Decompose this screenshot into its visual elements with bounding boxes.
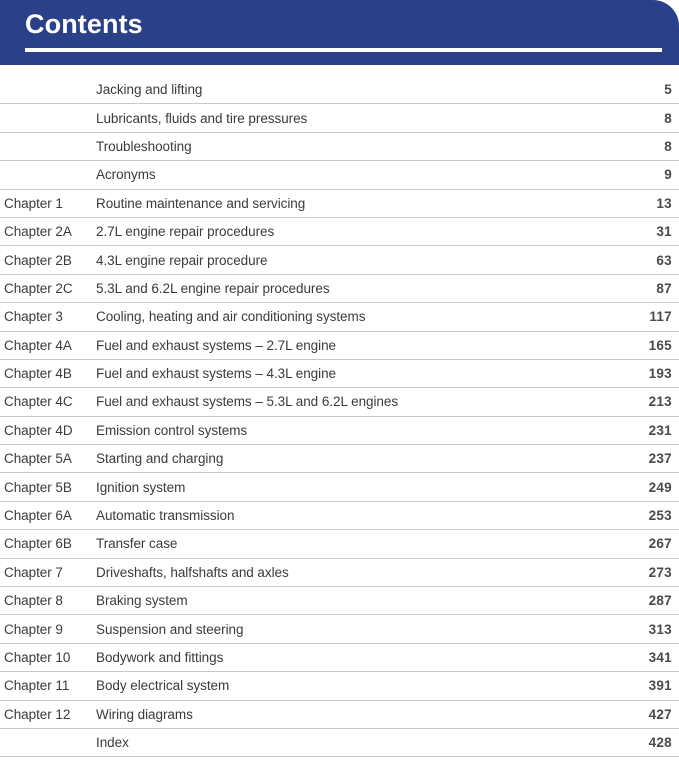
toc-chapter-label: Chapter 4B — [4, 366, 72, 382]
toc-entry-title: Fuel and exhaust systems – 2.7L engine — [96, 337, 336, 353]
toc-chapter-label: Chapter 2C — [4, 280, 73, 296]
toc-page-number: 213 — [648, 394, 672, 410]
toc-entry-title: Starting and charging — [96, 451, 224, 467]
toc-entry-title: Driveshafts, halfshafts and axles — [96, 564, 289, 580]
toc-entry-title: Wiring diagrams — [96, 706, 193, 722]
toc-entry-title: Fuel and exhaust systems – 5.3L and 6.2L engines — [96, 394, 399, 410]
toc-page-number: 231 — [648, 422, 672, 438]
toc-chapter-label: Chapter 7 — [4, 564, 63, 580]
toc-row[interactable] — [0, 672, 679, 700]
table-of-contents — [0, 65, 679, 757]
toc-chapter-label: Chapter 5A — [4, 451, 72, 467]
toc-page-number: 63 — [656, 252, 672, 268]
toc-chapter-label: Chapter 11 — [4, 678, 70, 694]
header-divider-rule — [25, 48, 662, 52]
page-title: Contents — [25, 9, 143, 39]
toc-entry-title: Braking system — [96, 593, 188, 609]
toc-row[interactable] — [0, 388, 679, 416]
toc-entry-title: Ignition system — [96, 479, 186, 495]
toc-page-number: 341 — [648, 650, 672, 665]
toc-entry-title: Acronyms — [96, 167, 156, 183]
toc-page-number: 165 — [648, 337, 672, 353]
toc-page-number: 249 — [648, 479, 672, 495]
toc-entry-title: Transfer case — [96, 536, 178, 552]
toc-chapter-label: Chapter 4C — [4, 394, 73, 410]
toc-row[interactable] — [0, 445, 679, 473]
toc-chapter-label: Chapter 9 — [4, 621, 63, 637]
toc-row[interactable] — [0, 615, 679, 643]
toc-page-number: 237 — [648, 451, 672, 467]
toc-chapter-label: Chapter 8 — [4, 593, 63, 609]
toc-entry-title: Routine maintenance and servicing — [96, 195, 306, 211]
toc-chapter-label: Chapter 4A — [4, 337, 72, 353]
toc-page-number: 5 — [664, 82, 672, 98]
toc-page-number: 391 — [648, 678, 672, 694]
toc-chapter-label: Chapter 6A — [4, 508, 72, 524]
toc-chapter-label: Chapter 6B — [4, 536, 72, 552]
toc-page-number: 117 — [649, 309, 672, 325]
toc-page-number: 193 — [648, 366, 672, 382]
toc-page-number: 427 — [648, 706, 672, 722]
toc-entry-title: Fuel and exhaust systems – 4.3L engine — [96, 366, 336, 382]
toc-row[interactable] — [0, 417, 679, 445]
toc-chapter-label: Chapter 2B — [4, 252, 72, 268]
toc-row[interactable] — [0, 161, 679, 189]
toc-row[interactable] — [0, 587, 679, 615]
toc-row[interactable] — [0, 190, 679, 218]
toc-row[interactable] — [0, 644, 679, 672]
toc-page-number: 267 — [648, 536, 672, 552]
toc-entry-title: Troubleshooting — [96, 138, 192, 154]
toc-page-number: 8 — [664, 110, 672, 126]
toc-row[interactable] — [0, 332, 679, 360]
toc-page-number: 313 — [648, 621, 672, 637]
contents-header-banner — [0, 0, 679, 65]
toc-row[interactable] — [0, 729, 679, 757]
toc-entry-title: Jacking and lifting — [96, 82, 203, 98]
toc-page-number: 87 — [656, 280, 672, 296]
toc-row[interactable] — [0, 218, 679, 246]
toc-row[interactable] — [0, 360, 679, 388]
toc-chapter-label: Chapter 10 — [4, 650, 71, 665]
toc-chapter-label: Chapter 1 — [4, 195, 63, 211]
toc-row[interactable] — [0, 303, 679, 331]
toc-page-number: 428 — [648, 735, 672, 751]
toc-page-number: 253 — [648, 508, 672, 524]
toc-chapter-label: Chapter 2A — [4, 224, 72, 240]
toc-entry-title: 4.3L engine repair procedure — [96, 252, 268, 268]
toc-row[interactable] — [0, 502, 679, 530]
toc-entry-title: Index — [96, 735, 129, 751]
toc-entry-title: Emission control systems — [96, 422, 248, 438]
toc-page-number: 13 — [656, 195, 672, 211]
toc-entry-title: Bodywork and fittings — [96, 650, 224, 665]
toc-row[interactable] — [0, 104, 679, 132]
toc-chapter-label: Chapter 5B — [4, 479, 72, 495]
toc-page-number: 31 — [656, 224, 672, 240]
toc-chapter-label: Chapter 4D — [4, 422, 73, 438]
toc-entry-title: Cooling, heating and air conditioning systems — [96, 309, 366, 325]
toc-row[interactable] — [0, 275, 679, 303]
toc-entry-title: Body electrical system — [96, 678, 230, 694]
toc-row[interactable] — [0, 76, 679, 104]
toc-row[interactable] — [0, 559, 679, 587]
toc-row[interactable] — [0, 133, 679, 161]
toc-entry-title: 2.7L engine repair procedures — [96, 224, 275, 240]
toc-page-number: 287 — [648, 593, 672, 609]
toc-row[interactable] — [0, 473, 679, 501]
toc-page-number: 9 — [664, 167, 672, 183]
toc-chapter-label: Chapter 12 — [4, 706, 71, 722]
toc-page-number: 8 — [664, 138, 672, 154]
toc-entry-title: Suspension and steering — [96, 621, 244, 637]
toc-entry-title: 5.3L and 6.2L engine repair procedures — [96, 280, 330, 296]
toc-entry-title: Lubricants, fluids and tire pressures — [96, 110, 308, 126]
toc-row[interactable] — [0, 246, 679, 274]
toc-page-number: 273 — [648, 564, 672, 580]
toc-chapter-label: Chapter 3 — [4, 309, 63, 325]
toc-row[interactable] — [0, 701, 679, 729]
toc-row[interactable] — [0, 530, 679, 558]
toc-entry-title: Automatic transmission — [96, 508, 235, 524]
